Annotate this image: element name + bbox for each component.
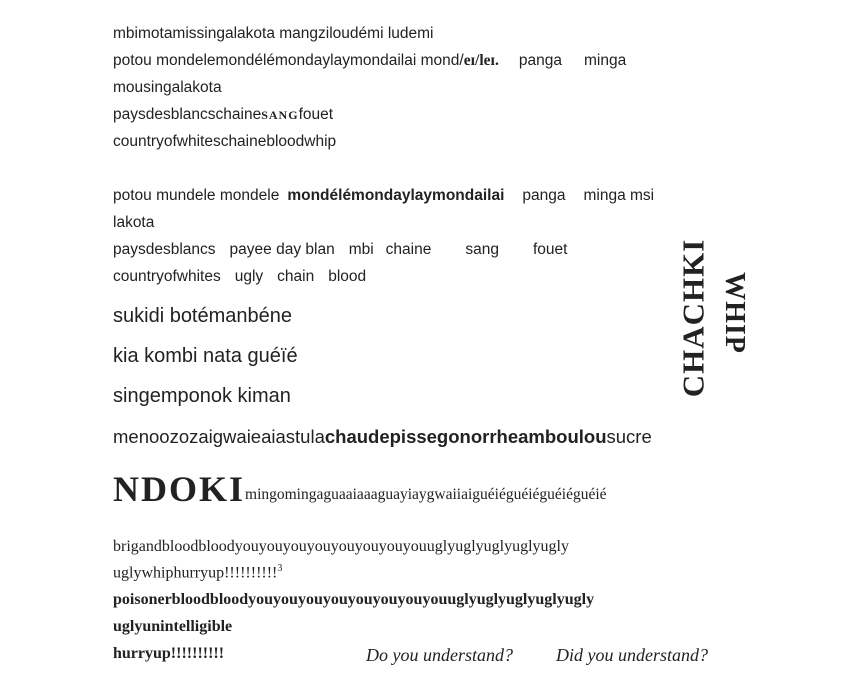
line-2-minga: minga: [583, 52, 627, 69]
line-13-end: sucre: [606, 426, 652, 447]
chachki-vertical: [673, 218, 713, 418]
chachki-word: CHACHKI: [675, 238, 711, 398]
line-4: [113, 106, 333, 124]
line-2-ipa: eɪ/leɪ.: [463, 52, 499, 69]
line-4-fouet: fouet: [298, 106, 334, 123]
line-6-panga: panga: [522, 187, 566, 204]
line-4-sang: SANG: [261, 108, 299, 122]
footnote-marker: 3: [277, 563, 283, 574]
line-12: singemponok kiman: [113, 385, 291, 407]
hurryup-text: hurryup!!!!!!!!!!: [113, 645, 225, 662]
line-11: kia kombi nata guéïé: [113, 345, 298, 367]
ndoki-heading: NDOKI: [113, 469, 246, 509]
line-6-bold: mondélémondaylaymondailai: [287, 187, 505, 204]
word: chaine: [385, 241, 432, 258]
word: payee day blan: [229, 241, 335, 258]
line-7: lakota: [113, 214, 155, 231]
line-6-minga: minga msi: [583, 187, 655, 204]
line-18: uglyunintelligible: [113, 618, 233, 635]
word: chain: [277, 268, 315, 285]
whip-word: WHIP: [719, 272, 750, 354]
line-1: mbimotamissingalakota mangziloudémi ludemi: [113, 25, 434, 42]
line-5: countryofwhiteschainebloodwhip: [113, 133, 337, 150]
word: fouet: [532, 241, 568, 258]
word: countryofwhites: [113, 268, 221, 285]
line-14-text: mingomingaguaaiaaaguayiaygwaiiaiguéiéguéiéguéiéguéié: [245, 486, 607, 503]
line-2: [113, 52, 626, 70]
question-2: Did you understand?: [556, 645, 708, 665]
word: paysdesblancs: [113, 241, 216, 258]
line-10: sukidi botémanbéne: [113, 305, 293, 327]
line-16: [113, 563, 282, 582]
line-2-text: potou mondelemondélémondaylaymondailai mond/: [113, 52, 464, 69]
line-6-text: potou mundele mondele: [113, 187, 280, 204]
line-15: brigandbloodbloodyouyouyouyouyouyouyouyouuglyuglyuglyuglyugly: [113, 538, 569, 555]
line-13: [113, 426, 652, 448]
line-4-text: paysdesblancschaine: [113, 106, 262, 123]
line-6: [113, 187, 654, 205]
question-1: Do you understand?: [366, 645, 513, 665]
word: ugly: [234, 268, 264, 285]
line-13-text: menoozozaigwaieaiastula: [113, 426, 325, 447]
line-19: [113, 645, 753, 671]
line-16-text: uglywhiphurryup!!!!!!!!!!: [113, 564, 278, 582]
line-13-bold: chaudepissegonorrheamboulou: [324, 426, 607, 447]
line-9: [113, 268, 366, 286]
word: mbi: [348, 241, 374, 258]
word: sang: [465, 241, 499, 258]
line-2-panga: panga: [518, 52, 562, 69]
line-14: [113, 468, 607, 510]
line-17: poisonerbloodbloodyouyouyouyouyouyouyouyouuglyuglyuglyuglyugly: [113, 591, 595, 608]
word: blood: [328, 268, 367, 285]
line-8: [113, 241, 567, 259]
line-3: mousingalakota: [113, 79, 222, 96]
whip-vertical: [716, 254, 752, 372]
